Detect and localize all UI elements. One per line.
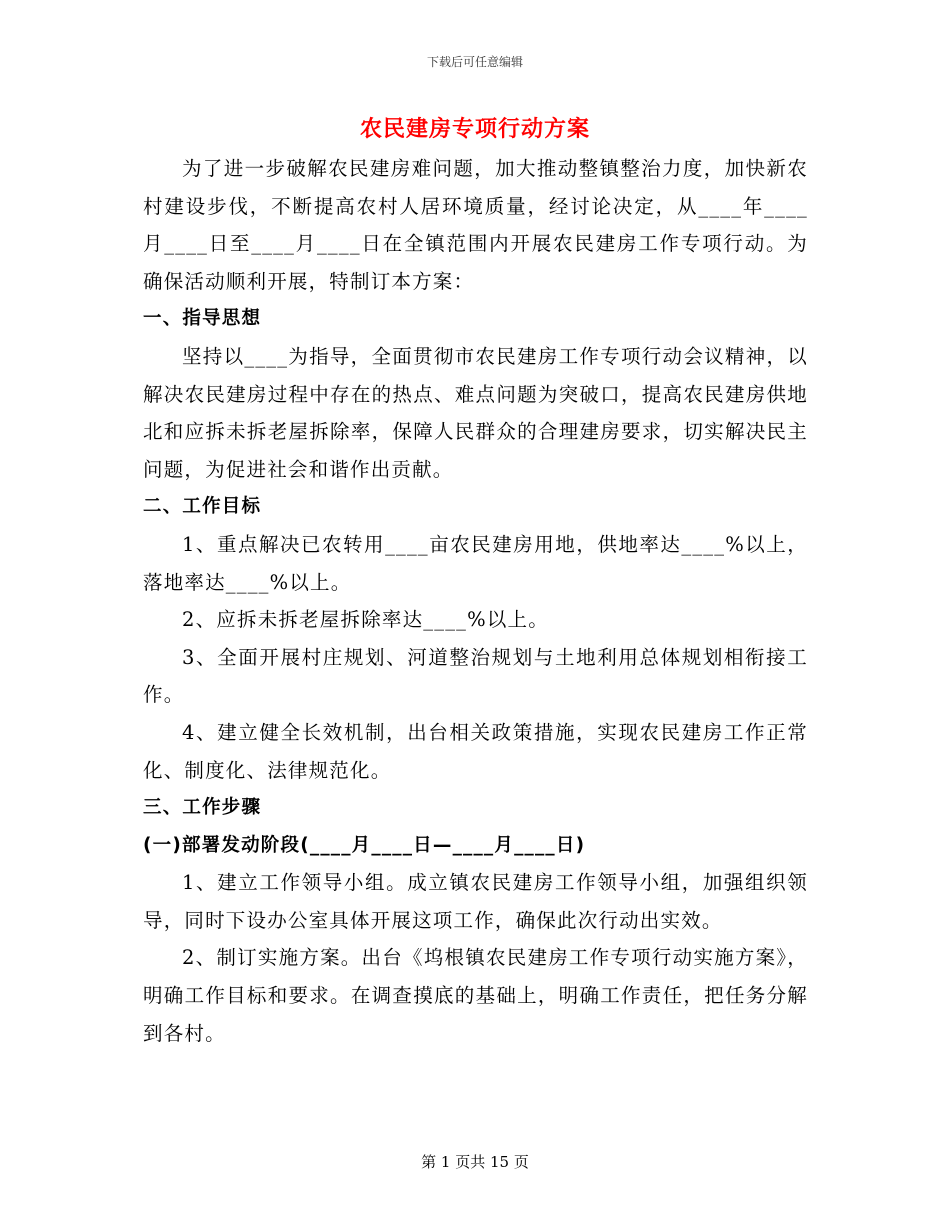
goal-item-3: 3、全面开展村庄规划、河道整治规划与土地利用总体规划相衔接工作。: [143, 645, 808, 707]
page-number-footer: 第 1 页共 15 页: [421, 1153, 529, 1171]
subsection-heading-deployment-phase: (一)部署发动阶段(____月____日—____月____日): [143, 834, 586, 856]
section-heading-guiding-thought: 一、指导思想: [143, 308, 262, 330]
step-item-1: 1、建立工作领导小组。成立镇农民建房工作领导小组，加强组织领导，同时下设办公室具体开展这项工作，确保此次行动出实效。: [143, 871, 808, 932]
document-body: [143, 150, 808, 1052]
intro-paragraph: 为了进一步破解农民建房难问题，加大推动整镇整治力度，加快新农村建设步伐，不断提高农村人居环境质量，经讨论决定，从____年____月____日至____月____日在全镇范围内开展农民建房工作专项行动。为确保活动顺利开展，特制订本方案：: [143, 157, 808, 293]
document-title: 农民建房专项行动方案: [359, 116, 590, 142]
section-heading-work-steps: 三、工作步骤: [143, 797, 262, 819]
section-heading-work-goals: 二、工作目标: [143, 496, 262, 518]
goal-item-4: 4、建立健全长效机制，出台相关政策措施，实现农民建房工作正常化、制度化、法律规范化。: [143, 720, 808, 782]
header-note: 下载后可任意编辑: [426, 55, 523, 69]
goal-item-2: 2、应拆未拆老屋拆除率达____%以上。: [182, 608, 549, 632]
goal-item-1: 1、重点解决已农转用____亩农民建房用地，供地率达____%以上，落地率达____%以上。: [143, 532, 808, 594]
guiding-thought-paragraph: 坚持以____为指导，全面贯彻市农民建房工作专项行动会议精神，以解决农民建房过程中存在的热点、难点问题为突破口，提高农民建房供地北和应拆未拆老屋拆除率，保障人民群众的合理建房要求，切实解决民主问题，为促进社会和谐作出贡献。: [143, 344, 808, 481]
step-item-2: 2、制订实施方案。出台《坞根镇农民建房工作专项行动实施方案》，明确工作目标和要求。在调查摸底的基础上，明确工作责任，把任务分解到各村。: [143, 946, 808, 1045]
